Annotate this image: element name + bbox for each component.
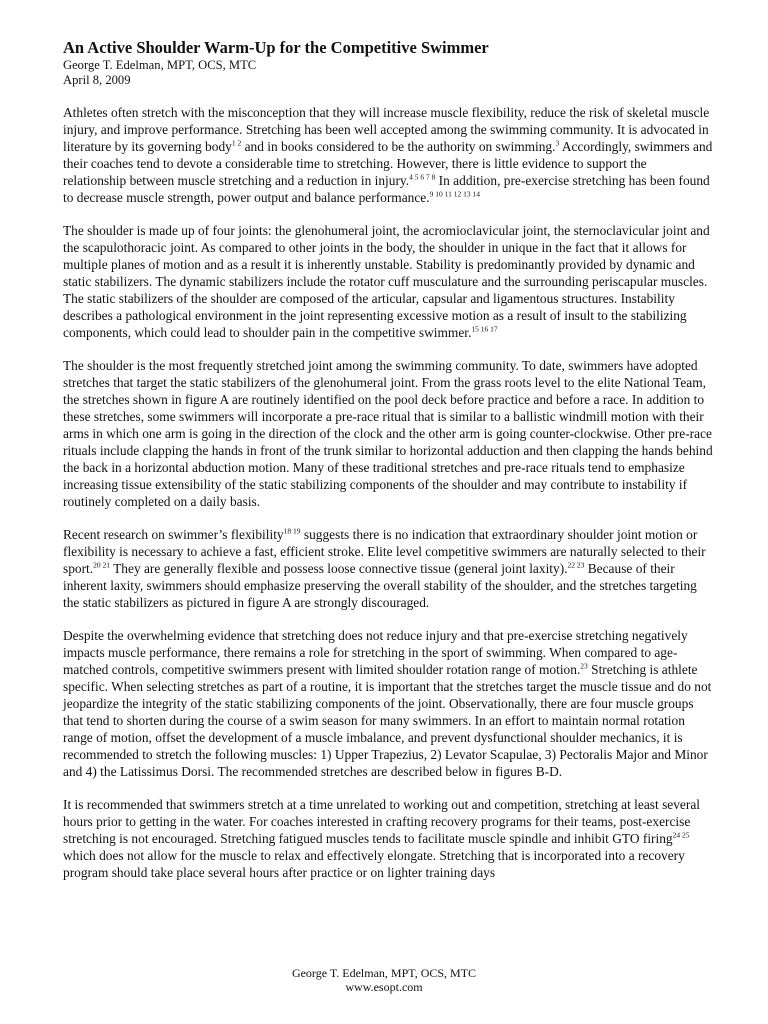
reference-superscript: 1 2 <box>231 138 242 148</box>
document-content <box>63 38 713 881</box>
reference-superscript: 20 21 <box>93 560 111 570</box>
page-footer <box>0 966 768 994</box>
reference-superscript: 9 10 11 12 13 14 <box>429 189 480 199</box>
reference-superscript: 22 23 <box>567 560 585 570</box>
document-body <box>63 104 713 881</box>
reference-superscript: 24 25 <box>672 830 690 840</box>
body-paragraph: The shoulder is made up of four joints: the glenohumeral joint, the acromioclavicular joint, the sternoclavicular joint and the scapulothoracic joint. As compared to other joints in the body, the shoulder in unique in the fact that it allows for multiple planes of motion and as a result it is inherently unstable. Stability is predominantly provided by dynamic and static stabilizers. The dynamic stabilizers include the rotator cuff musculature and the surrounding periscapular muscles. The static stabilizers of the shoulder are composed of the articular, capsular and ligamentous structures. Instability describes a pathological environment in the joint representing excessive motion as a result of insult to the stabilizing components, which could lead to shoulder pain in the competitive swimmer.$^{15 16 17}$ <box>63 223 710 340</box>
body-paragraph: It is recommended that swimmers stretch at a time unrelated to working out and competition, stretching at least several hours prior to getting in the water. For coaches interested in crafting recovery programs for their teams, post-exercise stretching is not encouraged. Stretching fatigued muscles tends to facilitate muscle spindle and inhibit GTO firing$^{24 25}$ which does not allow for the muscle to relax and effectively elongate. Stretching that is incorporated into a recovery program should take place several hours after practice or on lighter training days <box>63 797 700 880</box>
reference-superscript: 4 5 6 7 8 <box>409 172 436 182</box>
reference-superscript: 15 16 17 <box>471 324 498 334</box>
body-paragraph: The shoulder is the most frequently stretched joint among the swimming community. To date, swimmers have adopted stretches that target the static stabilizers of the glenohumeral joint. From the grass roots level to the elite National Team, the stretches shown in figure A are routinely identified on the pool deck before practice and before a race. In addition to these stretches, some swimmers will incorporate a pre-race ritual that is similar to a ballistic windmill motion with their arms in which one arm is going in the direction of the clock and the other arm is going counter-clockwise. Other pre-race rituals include clapping the hands in front of the trunk similar to horizontal adduction and then clapping the hands behind the back in a horizontal abduction motion. Many of these traditional stretches and pre-race rituals tend to emphasize increasing tissue extensibility of the static stabilizing components of the shoulder and may contribute to instability if routinely completed on a daily basis. <box>63 358 713 509</box>
reference-superscript: 18 19 <box>283 526 301 536</box>
reference-superscript: 23 <box>580 661 588 671</box>
body-paragraph: Recent research on swimmer’s flexibility$^{18 19}$ suggests there is no indication that extraordinary shoulder joint motion or flexibility is necessary to achieve a fast, efficient stroke. Elite level competitive swimmers are naturally selected to their sport.$^{20 21}$ They are generally flexible and possess loose connective tissue (general joint laxity).$^{22 23}$ Because of their inherent laxity, swimmers should emphasize preserving the overall stability of the shoulder, and the stretches targeting the static stabilizers as pictured in figure A are strongly discouraged. <box>63 526 706 610</box>
author-line: George T. Edelman, MPT, OCS, MTC <box>63 58 257 72</box>
document-title: An Active Shoulder Warm-Up for the Competitive Swimmer <box>63 38 489 57</box>
footer-website: www.esopt.com <box>345 980 423 994</box>
body-paragraph: Despite the overwhelming evidence that stretching does not reduce injury and that pre-exercise stretching negatively impacts muscle performance, there remains a role for stretching in the sport of swimming. When compared to age-matched controls, competitive swimmers present with limited shoulder rotation range of motion.$^{23}$ Stretching is athlete specific. When selecting stretches as part of a routine, it is important that the stretches target the muscle tissue and do not jeopardize the integrity of the static stabilizing components of the joint. Observationally, there are four muscle groups that tend to shorten during the course of a swim season for many swimmers. In an effort to maintain normal rotation range of motion, offset the development of a muscle imbalance, and prevent dysfunctional shoulder mechanics, it is recommended to stretch the following muscles: 1) Upper Trapezius, 2) Levator Scapulae, 3) Pectoralis Major and Minor and 4) the Latissimus Dorsi. The recommended stretches are described below in figures B-D. <box>63 628 712 779</box>
document-meta <box>63 58 713 88</box>
date-line: April 8, 2009 <box>63 73 131 87</box>
reference-superscript: 3 <box>555 138 560 148</box>
footer-author: George T. Edelman, MPT, OCS, MTC <box>291 966 477 980</box>
body-paragraph: Athletes often stretch with the misconception that they will increase muscle flexibility, reduce the risk of skeletal muscle injury, and improve performance. Stretching has been well accepted among the swimming community. It is advocated in literature by its governing body$^{1 2}$ and in books considered to be the authority on swimming.$^3$ Accordingly, swimmers and their coaches tend to devote a considerable time to stretching. However, there is little evidence to support the relationship between muscle stretching and a reduction in injury.$^{4 5 6 7 8}$ In addition, pre-exercise stretching has been found to decrease muscle strength, power output and balance performance.$^{9 10 11 12 13 14}$ <box>63 105 713 205</box>
